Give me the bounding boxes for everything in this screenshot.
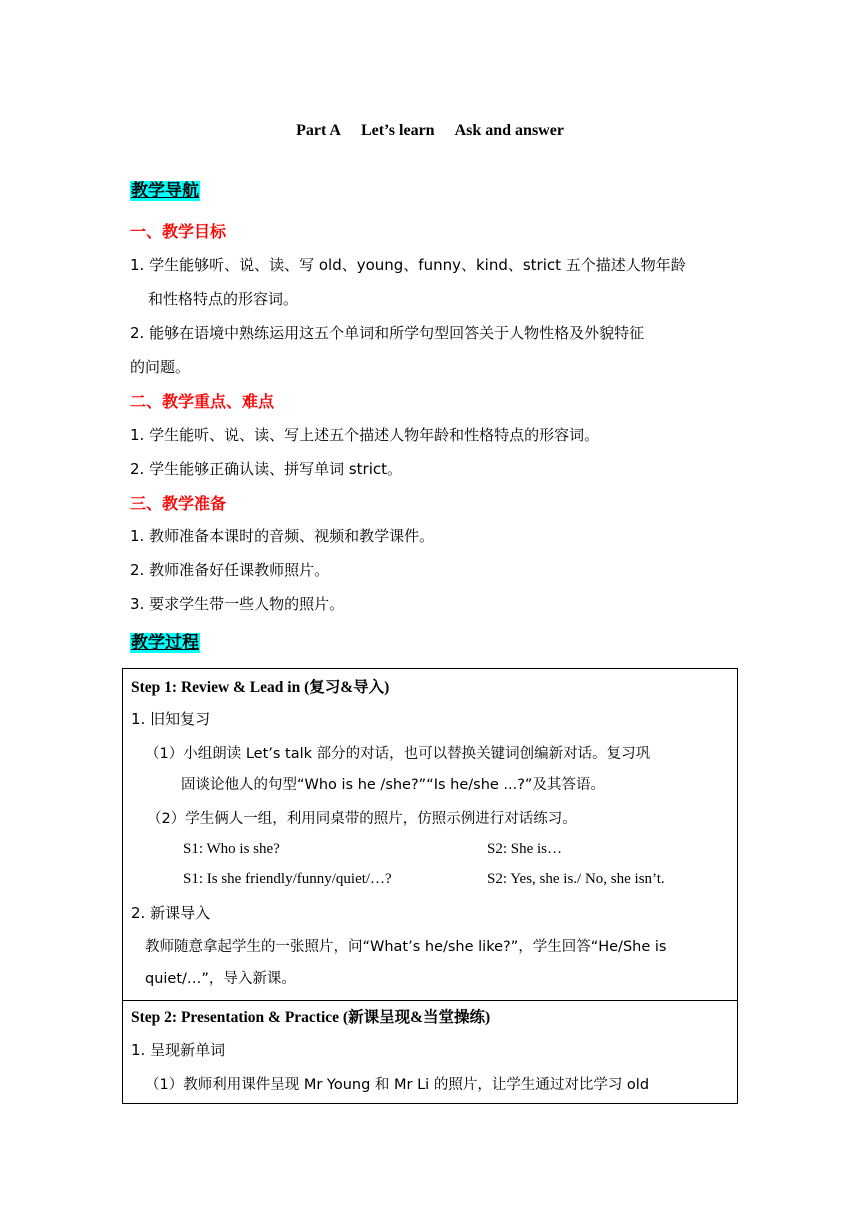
keypoints-heading: 二、教学重点、难点 [130, 392, 275, 411]
step1-p1-line1: （1）小组朗读 Let’s talk 部分的对话，也可以替换关键词创编新对话。复习巩 [145, 746, 651, 762]
step1-title: Step 1: Review & Lead in (复习&导入) [131, 679, 390, 696]
table-row-divider [123, 1000, 737, 1001]
step1-p2: （2）学生俩人一组，利用同桌带的照片，仿照示例进行对话练习。 [147, 811, 577, 827]
keypoint-line-2: 2. 学生能够正确认读、拼写单词 strict。 [130, 460, 403, 478]
title-activity: Ask and answer [454, 122, 564, 139]
section-nav-title: 教学导航 [131, 181, 199, 201]
document-title [0, 122, 860, 140]
step2-title: Step 2: Presentation & Practice (新课呈现&当堂操练) [131, 1009, 491, 1026]
dialog-s2-1: S2: She is… [487, 841, 563, 857]
objectives-heading: 一、教学目标 [130, 222, 227, 241]
step1-sub1: 1. 旧知复习 [131, 710, 211, 728]
step1-sub2: 2. 新课导入 [131, 904, 211, 922]
preparation-line-3: 3. 要求学生带一些人物的照片。 [130, 595, 345, 613]
dialog-s1-2: S1: Is she friendly/funny/quiet/…? [183, 871, 392, 887]
dialog-s2-2: S2: Yes, she is./ No, she isn’t. [487, 871, 665, 887]
step2-p1-line1: （1）教师利用课件呈现 Mr Young 和 Mr Li 的照片，让学生通过对比学习 old [145, 1077, 650, 1093]
dialog-s1-1: S1: Who is she? [183, 841, 280, 857]
title-lesson: Let’s learn [360, 122, 435, 139]
step1-p3-line2: quiet/…”，导入新课。 [145, 971, 296, 987]
objective-line-4: 的问题。 [130, 358, 191, 376]
objective-line-3: 2. 能够在语境中熟练运用这五个单词和所学句型回答关于人物性格及外貌特征 [130, 324, 645, 342]
preparation-line-1: 1. 教师准备本课时的音频、视频和教学课件。 [130, 527, 435, 545]
preparation-line-2: 2. 教师准备好任课教师照片。 [130, 561, 330, 579]
preparation-heading: 三、教学准备 [130, 494, 227, 513]
step1-p3-line1: 教师随意拿起学生的一张照片，问“What’s he/she like?”，学生回答“He/She is [145, 939, 667, 955]
step1-p1-line2: 固谈论他人的句型“Who is he /she?”“Is he/she ...?”及其答语。 [181, 777, 605, 793]
section-nav-heading [130, 176, 200, 201]
keypoint-line-1: 1. 学生能听、说、读、写上述五个描述人物年龄和性格特点的形容词。 [130, 426, 600, 444]
process-table [122, 668, 738, 1104]
objective-line-1: 1. 学生能够听、说、读、写 old、young、funny、kind、strict 五个描述人物年龄 [130, 256, 686, 274]
title-part: Part A [296, 122, 341, 139]
section-process-heading [130, 628, 200, 653]
objective-line-2: 和性格特点的形容词。 [148, 290, 299, 308]
step2-sub1: 1. 呈现新单词 [131, 1041, 226, 1059]
section-process-title: 教学过程 [131, 633, 199, 653]
